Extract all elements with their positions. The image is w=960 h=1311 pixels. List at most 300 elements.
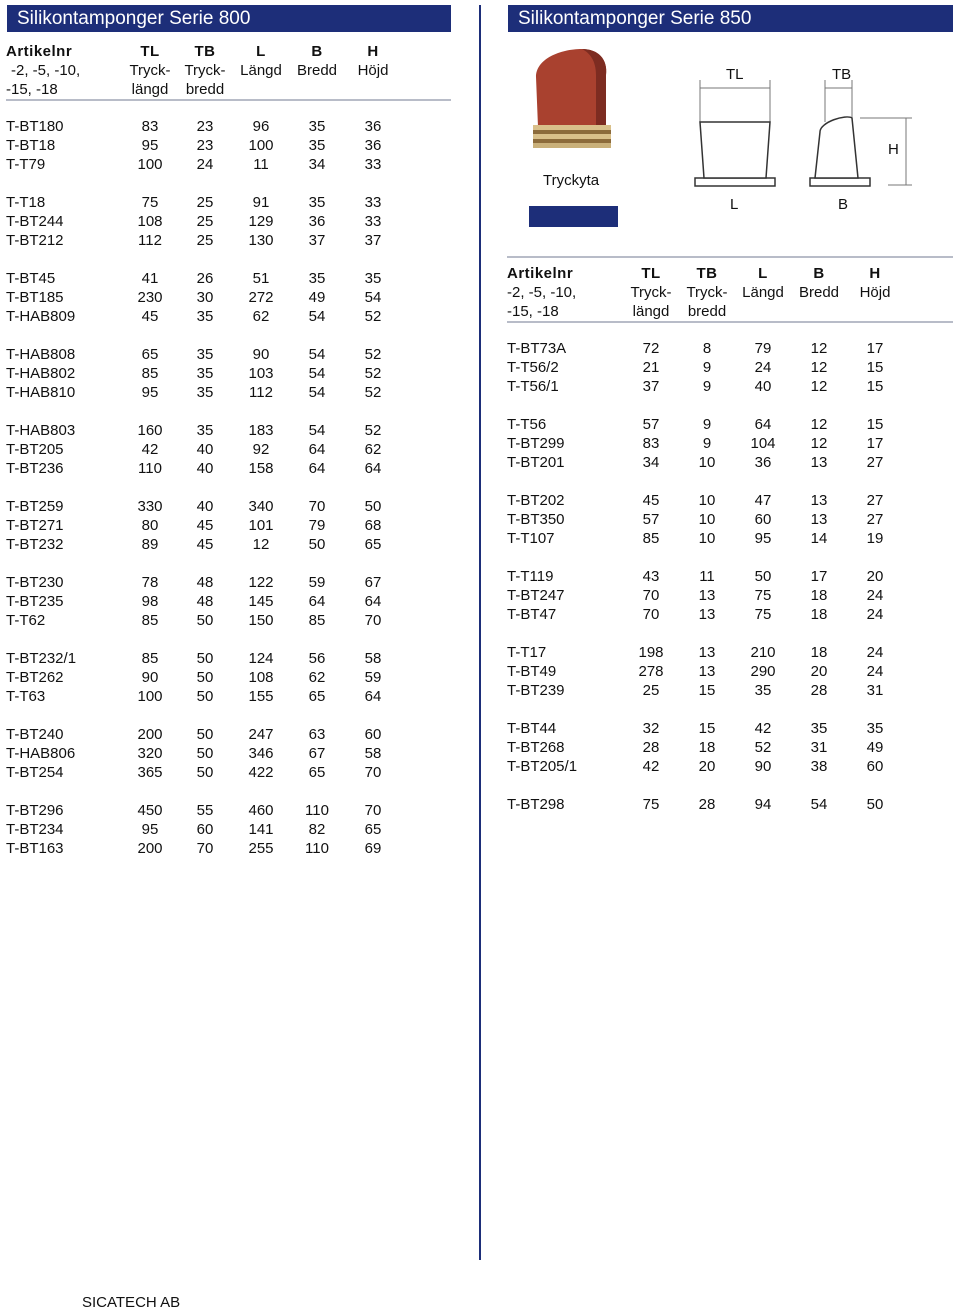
- cell-artikelnr: T-BT262: [6, 669, 64, 686]
- cell-artikelnr: T-BT201: [507, 454, 565, 471]
- cell-b: 12: [810, 378, 828, 395]
- cell-h: 60: [364, 726, 382, 743]
- cell-b: 13: [810, 511, 828, 528]
- footer-company: SICATECH AB: [82, 1294, 181, 1311]
- cell-tl: 42: [642, 758, 660, 775]
- cell-artikelnr: T-BT254: [6, 764, 64, 781]
- cell-tl: 330: [137, 498, 163, 515]
- cell-tl: 75: [141, 194, 159, 211]
- cell-l: 35: [754, 682, 772, 699]
- diagram-tl-label: TL: [726, 66, 744, 83]
- cell-tb: 50: [196, 688, 214, 705]
- cell-l: 51: [252, 270, 270, 287]
- header-h-sub: Höjd: [859, 284, 891, 301]
- cell-tl: 83: [642, 435, 660, 452]
- cell-l: 64: [754, 416, 772, 433]
- cell-b: 65: [308, 764, 326, 781]
- cell-h: 70: [364, 612, 382, 629]
- cell-tl: 57: [642, 511, 660, 528]
- cell-l: 290: [750, 663, 776, 680]
- cell-artikelnr: T-BT47: [507, 606, 557, 623]
- cell-b: 59: [308, 574, 326, 591]
- cell-tb: 35: [196, 365, 214, 382]
- cell-b: 50: [308, 536, 326, 553]
- cell-artikelnr: T-BT236: [6, 460, 64, 477]
- cell-tb: 24: [196, 156, 214, 173]
- cell-h: 64: [364, 460, 382, 477]
- cell-tl: 98: [141, 593, 159, 610]
- cell-b: 54: [308, 346, 326, 363]
- cell-tl: 90: [141, 669, 159, 686]
- cell-tb: 40: [196, 441, 214, 458]
- cell-artikelnr: T-HAB809: [6, 308, 76, 325]
- header-suffixes-2: -15, -18: [6, 81, 58, 98]
- cell-h: 24: [866, 663, 884, 680]
- cell-tl: 110: [138, 460, 162, 477]
- cell-b: 65: [308, 688, 326, 705]
- header-suffixes-1: -2, -5, -10,: [507, 284, 577, 301]
- cell-tb: 23: [196, 118, 214, 135]
- cell-artikelnr: T-HAB808: [6, 346, 76, 363]
- header-artikelnr: Artikelnr: [507, 265, 574, 282]
- cell-l: 422: [248, 764, 274, 781]
- cell-l: 52: [754, 739, 772, 756]
- cell-tl: 28: [642, 739, 660, 756]
- header-h-sub: Höjd: [357, 62, 389, 79]
- cell-tb: 13: [698, 606, 716, 623]
- cell-b: 54: [810, 796, 828, 813]
- serie-800-header-rule: [6, 99, 451, 101]
- cell-tl: 85: [141, 650, 159, 667]
- cell-h: 36: [364, 118, 382, 135]
- cell-artikelnr: T-BT18: [6, 137, 56, 154]
- cell-tl: 43: [642, 568, 660, 585]
- cell-tb: 13: [698, 587, 716, 604]
- cell-l: 150: [248, 612, 274, 629]
- cell-tb: 20: [698, 758, 716, 775]
- cell-artikelnr: T-HAB806: [6, 745, 76, 762]
- cell-l: 145: [248, 593, 274, 610]
- diagram-b-label: B: [838, 196, 849, 213]
- cell-l: 90: [754, 758, 772, 775]
- cell-tl: 100: [137, 156, 163, 173]
- cell-tb: 50: [196, 650, 214, 667]
- cell-tb: 35: [196, 346, 214, 363]
- header-tl-sub1: Tryck-: [129, 62, 171, 79]
- cell-artikelnr: T-BT180: [6, 118, 64, 135]
- cell-h: 64: [364, 593, 382, 610]
- cell-tb: 9: [702, 435, 712, 452]
- cell-h: 24: [866, 644, 884, 661]
- cell-b: 18: [810, 644, 828, 661]
- cell-h: 58: [364, 650, 382, 667]
- cell-tb: 26: [196, 270, 214, 287]
- cell-tl: 85: [141, 612, 159, 629]
- cell-l: 122: [248, 574, 274, 591]
- column-divider: [479, 5, 481, 1260]
- cell-b: 110: [305, 840, 329, 857]
- cell-b: 17: [810, 568, 828, 585]
- cell-h: 70: [364, 764, 382, 781]
- cell-b: 54: [308, 365, 326, 382]
- cell-l: 155: [248, 688, 274, 705]
- cell-h: 17: [866, 340, 884, 357]
- cell-h: 35: [866, 720, 884, 737]
- cell-b: 35: [308, 270, 326, 287]
- cell-h: 65: [364, 821, 382, 838]
- header-tb: TB: [194, 43, 216, 60]
- cell-h: 33: [364, 213, 382, 230]
- cell-b: 31: [810, 739, 828, 756]
- cell-h: 15: [866, 359, 884, 376]
- cell-artikelnr: T-T18: [6, 194, 46, 211]
- tryckyta-label: Tryckyta: [543, 172, 600, 189]
- serie-850-title: Silikontamponger Serie 850: [508, 5, 953, 32]
- cell-tl: 25: [642, 682, 660, 699]
- cell-l: 112: [249, 384, 273, 401]
- cell-artikelnr: T-BT202: [507, 492, 565, 509]
- cell-tb: 23: [196, 137, 214, 154]
- cell-tl: 200: [137, 726, 163, 743]
- header-tb-sub1: Tryck-: [686, 284, 728, 301]
- cell-b: 63: [308, 726, 326, 743]
- cell-tb: 50: [196, 669, 214, 686]
- cell-tb: 48: [196, 574, 214, 591]
- cell-h: 59: [364, 669, 382, 686]
- diagram-l-label: L: [730, 196, 739, 213]
- cell-l: 272: [248, 289, 274, 306]
- cell-l: 47: [754, 492, 772, 509]
- cell-b: 12: [810, 359, 828, 376]
- cell-h: 70: [364, 802, 382, 819]
- cell-l: 340: [248, 498, 274, 515]
- cell-l: 91: [252, 194, 270, 211]
- cell-artikelnr: T-T17: [507, 644, 547, 661]
- header-suffixes-2: -15, -18: [507, 303, 559, 320]
- cell-l: 62: [252, 308, 270, 325]
- cell-artikelnr: T-T107: [507, 530, 555, 547]
- cell-tl: 89: [141, 536, 159, 553]
- cell-tb: 15: [698, 720, 716, 737]
- cell-l: 104: [750, 435, 776, 452]
- cell-tl: 72: [642, 340, 660, 357]
- cell-l: 130: [248, 232, 274, 249]
- cell-tb: 9: [702, 416, 712, 433]
- cell-tl: 320: [137, 745, 163, 762]
- cell-h: 17: [866, 435, 884, 452]
- cell-b: 18: [810, 606, 828, 623]
- header-l: L: [758, 265, 768, 282]
- cell-tb: 35: [196, 384, 214, 401]
- cell-artikelnr: T-BT185: [6, 289, 64, 306]
- cell-tl: 83: [141, 118, 159, 135]
- cell-l: 460: [248, 802, 274, 819]
- cell-tb: 9: [702, 359, 712, 376]
- cell-tb: 13: [698, 663, 716, 680]
- cell-l: 12: [252, 536, 270, 553]
- cell-h: 49: [866, 739, 884, 756]
- header-l-sub: Längd: [240, 62, 282, 79]
- header-l: L: [256, 43, 266, 60]
- cell-tl: 450: [137, 802, 163, 819]
- cell-b: 12: [810, 435, 828, 452]
- header-tl: TL: [140, 43, 160, 60]
- cell-artikelnr: T-T63: [6, 688, 46, 705]
- cell-h: 64: [364, 688, 382, 705]
- cell-tl: 108: [137, 213, 163, 230]
- cell-l: 94: [754, 796, 772, 813]
- cell-l: 24: [754, 359, 772, 376]
- cell-artikelnr: T-BT299: [507, 435, 565, 452]
- cell-h: 60: [866, 758, 884, 775]
- cell-l: 141: [248, 821, 274, 838]
- cell-h: 33: [364, 194, 382, 211]
- cell-l: 79: [754, 340, 772, 357]
- cell-artikelnr: T-BT239: [507, 682, 565, 699]
- cell-b: 36: [308, 213, 326, 230]
- cell-h: 15: [866, 378, 884, 395]
- cell-tb: 45: [196, 536, 214, 553]
- cell-tl: 85: [141, 365, 159, 382]
- cell-artikelnr: T-BT205: [6, 441, 64, 458]
- cell-artikelnr: T-T56/1: [507, 378, 559, 395]
- diagram-h-label: H: [888, 141, 899, 158]
- cell-artikelnr: T-BT232/1: [6, 650, 77, 667]
- header-l-sub: Längd: [742, 284, 784, 301]
- cell-artikelnr: T-BT244: [6, 213, 64, 230]
- cell-tb: 18: [698, 739, 716, 756]
- serie-850-top-rule: [507, 256, 953, 258]
- cell-artikelnr: T-BT247: [507, 587, 565, 604]
- cell-l: 183: [248, 422, 274, 439]
- cell-artikelnr: T-BT44: [507, 720, 557, 737]
- cell-h: 27: [866, 492, 884, 509]
- cell-h: 52: [364, 308, 382, 325]
- header-tb: TB: [696, 265, 718, 282]
- cell-l: 75: [754, 587, 772, 604]
- cell-artikelnr: T-T79: [6, 156, 46, 173]
- cell-h: 68: [364, 517, 382, 534]
- cell-b: 110: [305, 802, 329, 819]
- serie-850-header-rule: [507, 321, 953, 323]
- cell-tl: 95: [141, 384, 159, 401]
- header-tb-sub2: bredd: [687, 303, 727, 320]
- cell-tb: 10: [698, 530, 716, 547]
- header-artikelnr: Artikelnr: [6, 43, 73, 60]
- cell-tb: 10: [698, 454, 716, 471]
- cell-h: 24: [866, 587, 884, 604]
- cell-tl: 200: [137, 840, 163, 857]
- cell-tl: 198: [638, 644, 664, 661]
- cell-artikelnr: T-BT234: [6, 821, 64, 838]
- cell-tb: 9: [702, 378, 712, 395]
- header-tb-sub2: bredd: [185, 81, 225, 98]
- cell-l: 92: [252, 441, 270, 458]
- cell-b: 12: [810, 340, 828, 357]
- cell-l: 40: [754, 378, 772, 395]
- cell-tb: 28: [698, 796, 716, 813]
- cell-h: 15: [866, 416, 884, 433]
- header-b: B: [813, 265, 825, 282]
- cell-tl: 45: [642, 492, 660, 509]
- cell-h: 52: [364, 422, 382, 439]
- cell-h: 33: [364, 156, 382, 173]
- cell-tl: 278: [638, 663, 664, 680]
- cell-l: 108: [248, 669, 274, 686]
- header-tl-sub2: längd: [131, 81, 169, 98]
- cell-artikelnr: T-BT298: [507, 796, 565, 813]
- cell-l: 247: [248, 726, 274, 743]
- cell-artikelnr: T-HAB802: [6, 365, 76, 382]
- cell-l: 210: [750, 644, 776, 661]
- header-b-sub: Bredd: [798, 284, 840, 301]
- cell-b: 67: [308, 745, 326, 762]
- cell-tb: 25: [196, 213, 214, 230]
- cell-tl: 70: [642, 587, 660, 604]
- cell-l: 95: [754, 530, 772, 547]
- cell-tl: 41: [141, 270, 159, 287]
- header-tl: TL: [641, 265, 661, 282]
- header-h: H: [367, 43, 379, 60]
- cell-tl: 34: [642, 454, 660, 471]
- cell-b: 13: [810, 492, 828, 509]
- cell-b: 34: [308, 156, 326, 173]
- cell-tb: 70: [196, 840, 214, 857]
- cell-tl: 95: [141, 821, 159, 838]
- cell-tb: 11: [699, 568, 715, 585]
- cell-tb: 40: [196, 460, 214, 477]
- cell-tb: 50: [196, 612, 214, 629]
- cell-h: 36: [364, 137, 382, 154]
- cell-b: 85: [308, 612, 326, 629]
- cell-l: 129: [248, 213, 274, 230]
- cell-h: 69: [364, 840, 382, 857]
- cell-artikelnr: T-BT73A: [507, 340, 567, 357]
- cell-artikelnr: T-HAB803: [6, 422, 76, 439]
- cell-h: 24: [866, 606, 884, 623]
- cell-h: 20: [866, 568, 884, 585]
- cell-tb: 30: [196, 289, 214, 306]
- cell-artikelnr: T-BT205/1: [507, 758, 578, 775]
- cell-h: 50: [866, 796, 884, 813]
- cell-b: 14: [810, 530, 828, 547]
- cell-l: 90: [252, 346, 270, 363]
- cell-tb: 45: [196, 517, 214, 534]
- cell-tl: 75: [642, 796, 660, 813]
- cell-b: 79: [308, 517, 326, 534]
- cell-artikelnr: T-BT45: [6, 270, 56, 287]
- header-h: H: [869, 265, 881, 282]
- cell-tb: 40: [196, 498, 214, 515]
- cell-tb: 48: [196, 593, 214, 610]
- cell-tb: 50: [196, 764, 214, 781]
- cell-l: 158: [248, 460, 274, 477]
- cell-artikelnr: T-BT235: [6, 593, 64, 610]
- cell-tb: 13: [698, 644, 716, 661]
- cell-artikelnr: T-BT268: [507, 739, 565, 756]
- cell-tl: 45: [141, 308, 159, 325]
- cell-tl: 21: [642, 359, 660, 376]
- cell-b: 35: [308, 118, 326, 135]
- cell-b: 54: [308, 422, 326, 439]
- cell-tb: 10: [698, 492, 716, 509]
- serie-800-title: Silikontamponger Serie 800: [7, 5, 451, 32]
- header-tl-sub2: längd: [632, 303, 670, 320]
- cell-l: 103: [248, 365, 274, 382]
- cell-b: 64: [308, 460, 326, 477]
- cell-h: 27: [866, 454, 884, 471]
- cell-h: 27: [866, 511, 884, 528]
- cell-tl: 160: [137, 422, 163, 439]
- cell-h: 31: [866, 682, 884, 699]
- cell-h: 54: [364, 289, 382, 306]
- cell-b: 56: [308, 650, 326, 667]
- dimension-diagram: [680, 50, 940, 225]
- cell-h: 50: [364, 498, 382, 515]
- cell-tl: 100: [137, 688, 163, 705]
- tryckyta-swatch: [529, 206, 618, 227]
- cell-tl: 230: [137, 289, 163, 306]
- cell-tb: 60: [196, 821, 214, 838]
- cell-b: 38: [810, 758, 828, 775]
- cell-tl: 85: [642, 530, 660, 547]
- cell-h: 52: [364, 346, 382, 363]
- cell-h: 67: [364, 574, 382, 591]
- cell-artikelnr: T-BT271: [6, 517, 64, 534]
- cell-l: 75: [754, 606, 772, 623]
- cell-artikelnr: T-BT259: [6, 498, 64, 515]
- cell-tl: 365: [137, 764, 163, 781]
- cell-b: 37: [308, 232, 326, 249]
- header-b: B: [311, 43, 323, 60]
- cell-l: 255: [248, 840, 274, 857]
- cell-l: 60: [754, 511, 772, 528]
- cell-artikelnr: T-T119: [507, 568, 554, 585]
- cell-h: 19: [866, 530, 884, 547]
- cell-artikelnr: T-BT350: [507, 511, 565, 528]
- cell-tb: 25: [196, 194, 214, 211]
- cell-b: 70: [308, 498, 326, 515]
- cell-tl: 57: [642, 416, 660, 433]
- cell-artikelnr: T-BT163: [6, 840, 64, 857]
- cell-tb: 15: [698, 682, 716, 699]
- cell-b: 13: [810, 454, 828, 471]
- cell-b: 62: [308, 669, 326, 686]
- cell-tb: 8: [702, 340, 712, 357]
- cell-l: 100: [248, 137, 274, 154]
- cell-tl: 32: [642, 720, 660, 737]
- cell-artikelnr: T-BT296: [6, 802, 64, 819]
- cell-artikelnr: T-BT49: [507, 663, 557, 680]
- cell-l: 101: [248, 517, 274, 534]
- cell-artikelnr: T-T62: [6, 612, 46, 629]
- cell-tb: 35: [196, 422, 214, 439]
- cell-l: 36: [754, 454, 772, 471]
- header-suffixes-1: -2, -5, -10,: [11, 62, 81, 79]
- cell-h: 52: [364, 384, 382, 401]
- cell-artikelnr: T-T56/2: [507, 359, 559, 376]
- cell-b: 35: [308, 194, 326, 211]
- cell-tb: 50: [196, 726, 214, 743]
- cell-h: 65: [364, 536, 382, 553]
- cell-l: 96: [252, 118, 270, 135]
- cell-h: 62: [364, 441, 382, 458]
- cell-l: 50: [754, 568, 772, 585]
- cell-artikelnr: T-HAB810: [6, 384, 76, 401]
- cell-artikelnr: T-BT240: [6, 726, 64, 743]
- cell-tl: 65: [141, 346, 159, 363]
- cell-l: 346: [248, 745, 274, 762]
